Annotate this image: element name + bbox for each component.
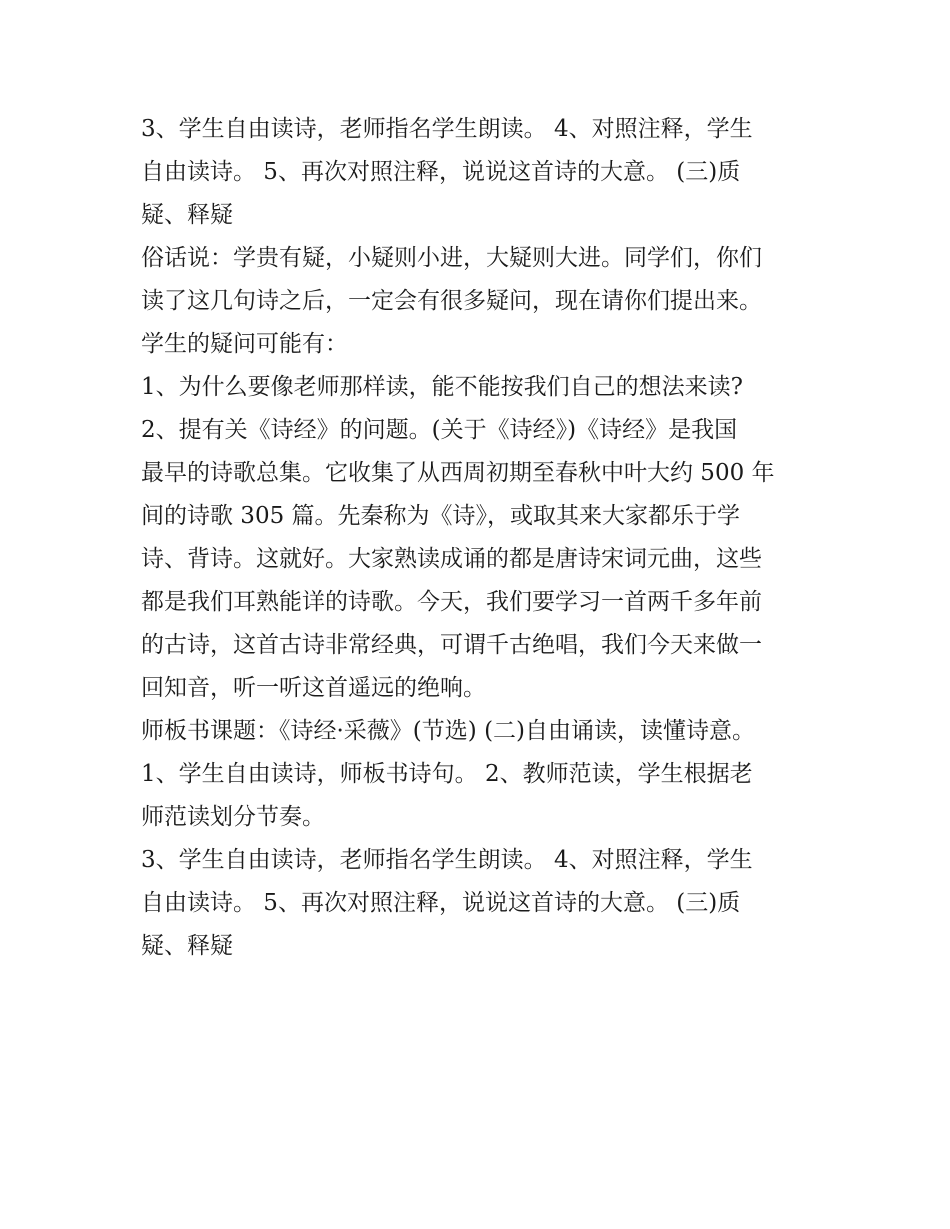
text-line: 1、为什么要像老师那样读，能不能按我们自己的想法来读?	[141, 374, 743, 400]
text-line: 学生的疑问可能有：	[141, 331, 348, 357]
text-line: 俗话说：学贵有疑，小疑则小进，大疑则大进。同学们，你们	[141, 245, 762, 271]
text-line: 间的诗歌 305 篇。先秦称为《诗》，或取其来大家都乐于学	[141, 503, 741, 529]
text-line: 回知音，听一听这首遥远的绝响。	[141, 675, 486, 701]
text-line: 疑、释疑	[141, 202, 233, 228]
text-line: 诗、背诗。这就好。大家熟读成诵的都是唐诗宋词元曲，这些	[141, 546, 762, 572]
text-line: 自由读诗。 5、再次对照注释，说说这首诗的大意。 (三)质	[141, 890, 741, 916]
text-line: 3、学生自由读诗，老师指名学生朗读。 4、对照注释，学生	[141, 116, 753, 142]
text-line: 2、提有关《诗经》的问题。(关于《诗经》)《诗经》是我国	[141, 417, 738, 443]
text-line: 最早的诗歌总集。它收集了从西周初期至春秋中叶大约 500 年	[141, 460, 775, 486]
document-body	[141, 108, 821, 968]
text-line: 自由读诗。 5、再次对照注释，说说这首诗的大意。 (三)质	[141, 159, 741, 185]
text-line: 1、学生自由读诗，师板书诗句。 2、教师范读，学生根据老	[141, 761, 753, 787]
text-line: 都是我们耳熟能详的诗歌。今天，我们要学习一首两千多年前	[141, 589, 762, 615]
text-line: 师板书课题：《诗经·采薇》(节选) (二)自由诵读，读懂诗意。	[141, 718, 756, 744]
text-line: 疑、释疑	[141, 933, 233, 959]
text-line: 3、学生自由读诗，老师指名学生朗读。 4、对照注释，学生	[141, 847, 753, 873]
text-line: 读了这几句诗之后，一定会有很多疑问，现在请你们提出来。	[141, 288, 762, 314]
text-line: 的古诗，这首古诗非常经典，可谓千古绝唱，我们今天来做一	[141, 632, 762, 658]
text-line: 师范读划分节奏。	[141, 804, 325, 830]
